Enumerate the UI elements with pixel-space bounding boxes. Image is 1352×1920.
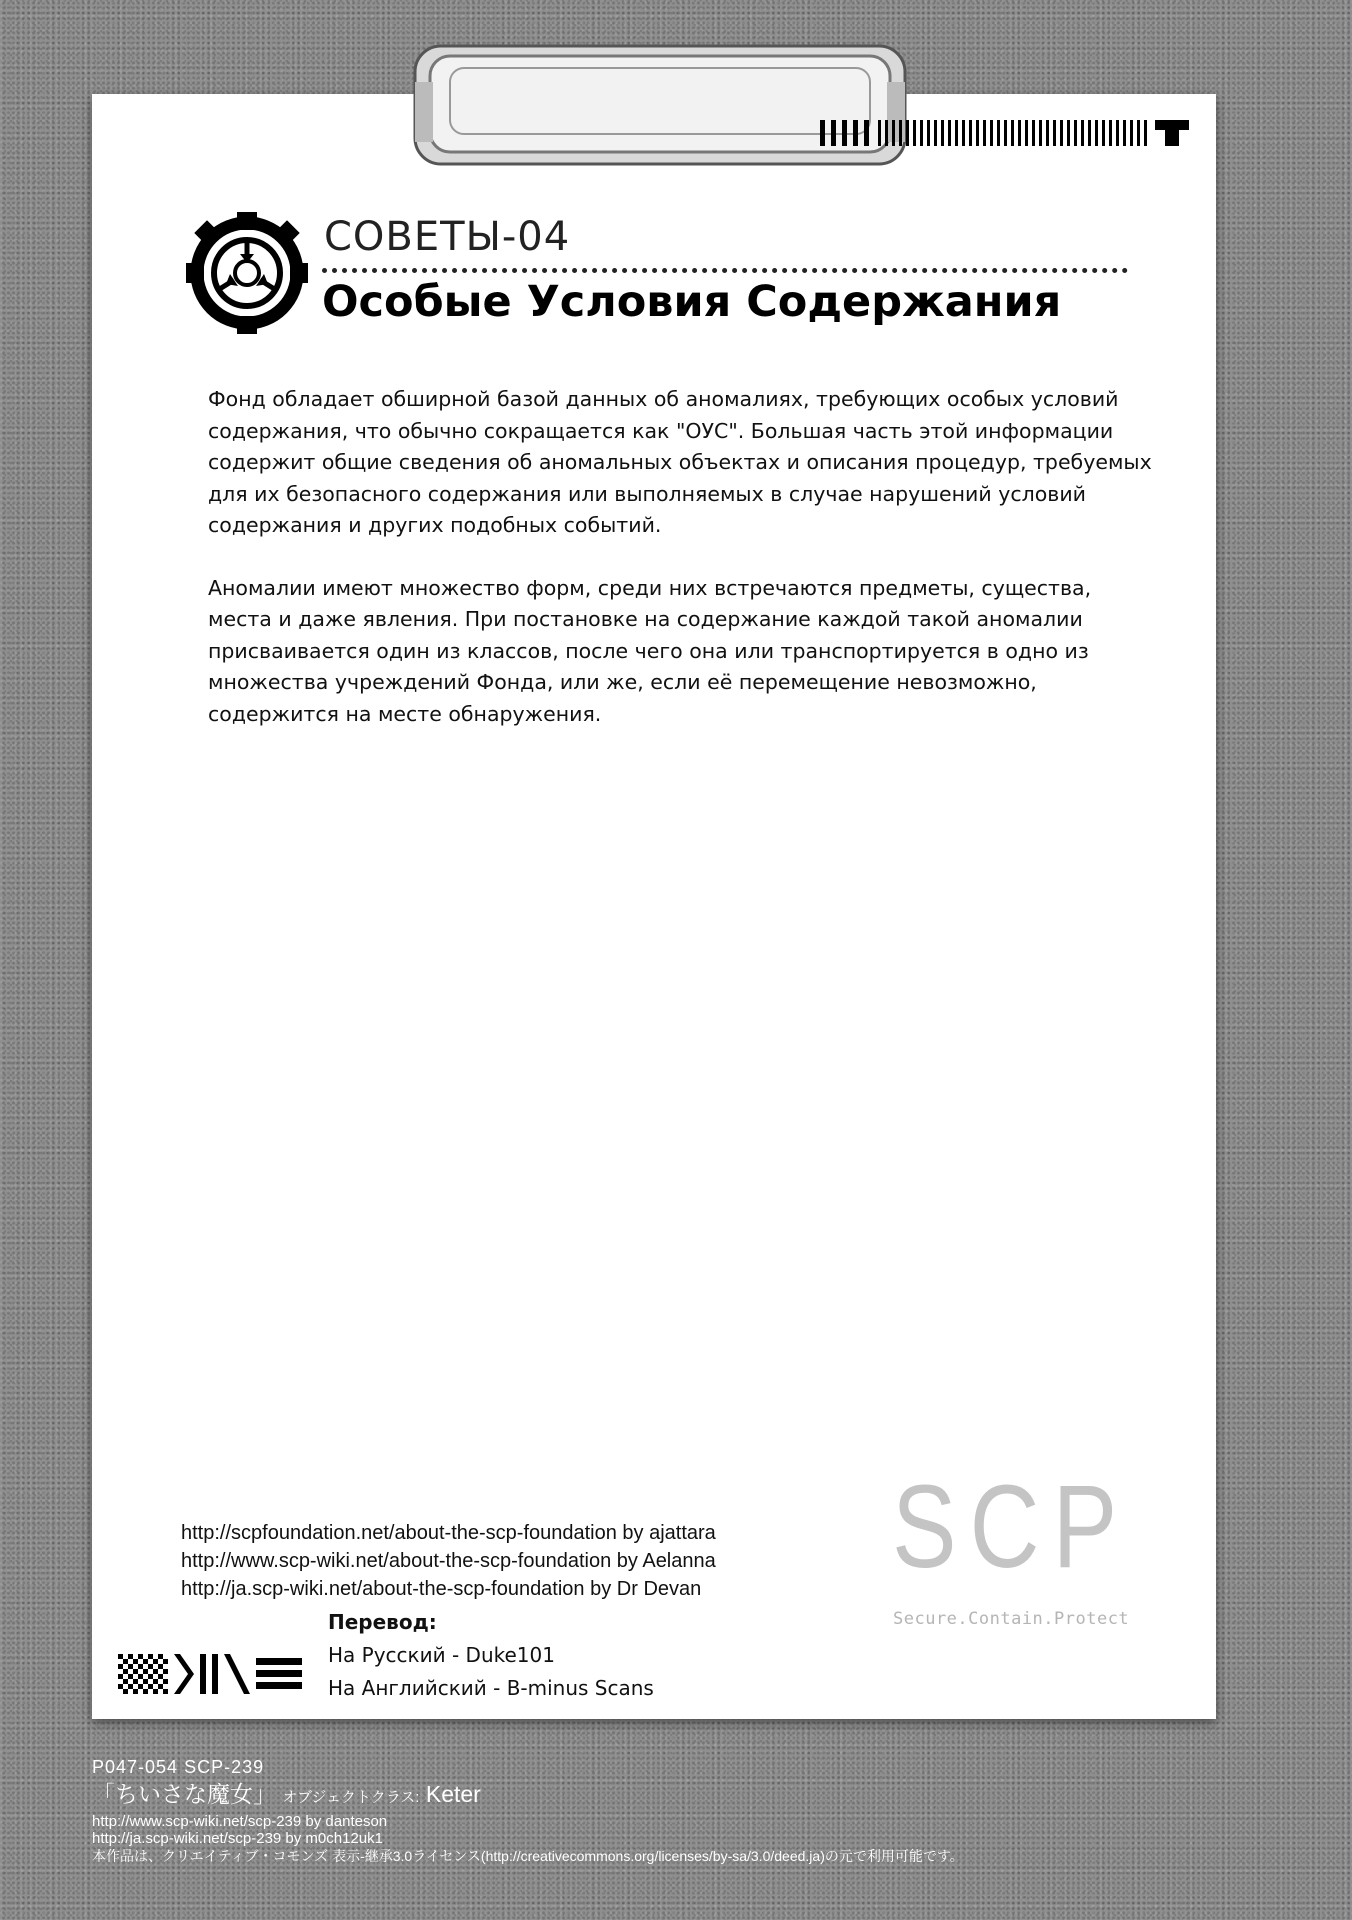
clipboard-clip (410, 42, 910, 172)
section-code: СОВЕТЫ-04 (324, 214, 571, 260)
footer-link: http://www.scp-wiki.net/scp-239 by danteson (92, 1813, 388, 1830)
credit-russian: На Русский - Duke101 (328, 1643, 555, 1667)
footer-license: 本作品は、クリエイティブ・コモンズ 表示-継承3.0ライセンス(http://creativecommons.org/licenses/by-sa/3.0/deed.ja)の元で利用可能です。 (92, 1848, 964, 1864)
source-link: http://scpfoundation.net/about-the-scp-foundation by ajattara (181, 1522, 716, 1544)
page-footer (92, 1755, 964, 1865)
credit-english: На Английский - B-minus Scans (328, 1676, 654, 1700)
checker-barcode-icon (118, 1654, 302, 1694)
translation-credits (328, 1606, 654, 1705)
footer-title-line (92, 1779, 964, 1813)
barcode-top (820, 120, 1190, 146)
scp-logo-icon (182, 208, 312, 338)
footer-title: 「ちいさな魔女」 (92, 1781, 276, 1807)
source-link: http://www.scp-wiki.net/about-the-scp-foundation by Aelanna (181, 1550, 716, 1572)
footer-pages: P047-054 SCP-239 (92, 1757, 265, 1777)
footer-class-label: オブジェクトクラス: (282, 1789, 420, 1806)
page-title: Особые Условия Содержания (322, 277, 1062, 327)
footer-class-value: Keter (425, 1781, 481, 1807)
dotted-divider (322, 268, 1128, 273)
body-text (208, 384, 1183, 761)
credits-heading: Перевод: (328, 1610, 437, 1634)
scp-motto: Secure.Contain.Protect (893, 1609, 1130, 1629)
source-link: http://ja.scp-wiki.net/about-the-scp-foundation by Dr Devan (181, 1578, 702, 1600)
scp-wordmark: SCP (892, 1461, 1131, 1593)
source-links (181, 1519, 716, 1603)
footer-link: http://ja.scp-wiki.net/scp-239 by m0ch12uk1 (92, 1830, 383, 1847)
paragraph-1: Фонд обладает обширной базой данных об аномалиях, требующих особых условий содержания, что обычно сокращается как "ОУС". Большая часть этой информации содержит общие сведения об аномальных объектах и описания процедур, требуемых для их безопасного содержания или выполняемых в случае нарушений условий содержания и других подобных событий. (208, 387, 1152, 537)
paragraph-2: Аномалии имеют множество форм, среди них встречаются предметы, существа, места и даже явления. При постановке на содержание каждой такой аномалии присваивается один из классов, после чего она или транспортируется в одно из множества учреждений Фонда, или же, если её перемещение невозможно, содержится на месте обнаружения. (208, 575, 1092, 726)
